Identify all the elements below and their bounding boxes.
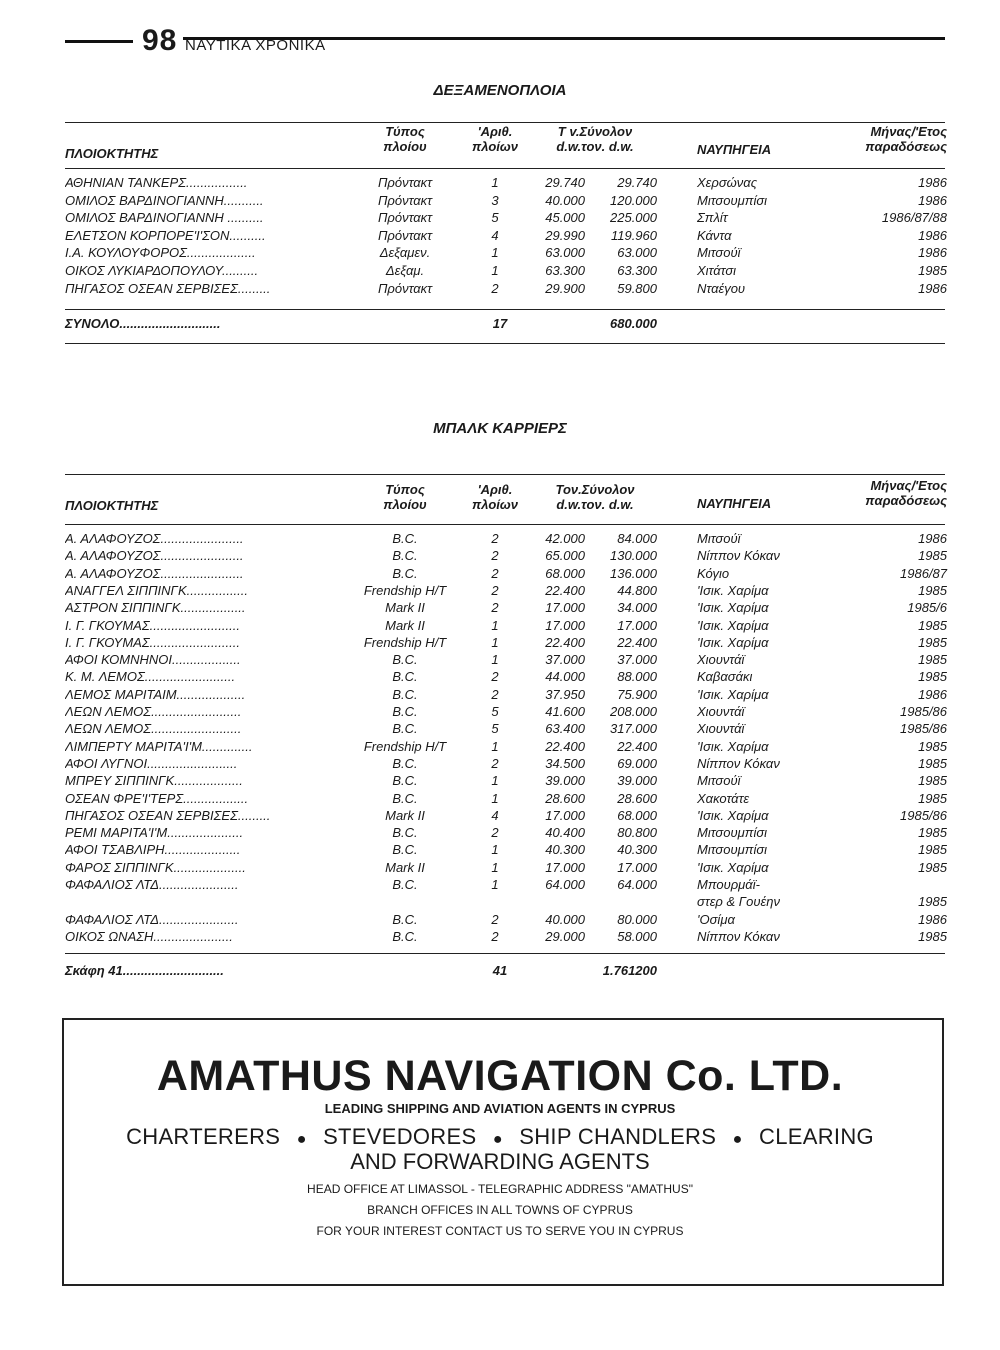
cell-total: 88.000 (617, 669, 657, 685)
cell-total: 58.000 (617, 928, 657, 944)
bulk-total-tonnage: 1.761200 (602, 963, 657, 978)
cell-dw: 40.300 (545, 842, 585, 858)
tankers-total-tonnage: 680.000 (610, 316, 657, 331)
journal-title: ΝΑΥΤΙΚΑ ΧΡΟΝΙΚΑ (185, 37, 326, 54)
cell-type: B.C. (392, 531, 418, 546)
cell-count: 5 (491, 704, 499, 719)
cell-owner: ΛΕΩΝ ΛΕΜΟΣ......................... (65, 721, 242, 737)
cell-type: B.C. (392, 755, 418, 771)
cell-year: 1985 (918, 859, 947, 875)
cell-dw: 40.000 (545, 911, 585, 927)
cell-yard: Μιτσουμπίσι (697, 192, 768, 208)
cell-count: 1 (491, 859, 499, 875)
ad-services-line2: AND FORWARDING AGENTS (350, 1149, 650, 1174)
cell-owner: ΛΕΩΝ ΛΕΜΟΣ......................... (65, 704, 242, 719)
cell-dw: 29.000 (545, 928, 585, 944)
tankers-top-rule (65, 122, 945, 123)
cell-year: 1985/86 (900, 807, 947, 823)
cell-year: 1986 (918, 531, 947, 546)
cell-owner: ΜΠΡΕΥ ΣΙΠΠΙΝΓΚ................... (65, 773, 243, 789)
cell-year: 1985 (918, 669, 947, 685)
cell-count: 1 (491, 634, 499, 650)
page-number: 98 (142, 24, 178, 57)
cell-total: 120.000 (610, 192, 657, 208)
tankers-total-rule-bottom (65, 343, 945, 344)
cell-yard: Χιτάτσι (697, 263, 737, 278)
cell-owner: ΑΦΟΙ ΛΥΓΝΟΙ......................... (65, 755, 238, 771)
cell-total: 119.960 (610, 227, 657, 243)
cell-type: Πρόντακτ (377, 280, 433, 296)
cell-yard: Νταέγου (697, 280, 746, 296)
cell-count: 1 (491, 877, 499, 892)
tankers-total-count: 17 (492, 316, 508, 331)
th-count-2: πλοίων (472, 139, 518, 154)
cell-owner: ΡΕΜΙ ΜΑΡΙΤΑ'Ι'Μ..................... (65, 825, 244, 841)
cell-dw: 17.000 (545, 807, 585, 823)
cell-yard: Κάντα (697, 227, 732, 243)
cell-yard: Νίππον Κόκαν (697, 548, 780, 564)
cell-yard: 'Ισικ. Χαρίμα (697, 634, 769, 650)
cell-count: 2 (491, 669, 499, 685)
cell-yard: 'Ισικ. Χαρίμα (697, 617, 769, 633)
th-tonnage-1: Τον.Σύνολον (555, 482, 635, 497)
cell-yard: 'Ισικ. Χαρίμα (697, 738, 769, 754)
cell-dw: 29.990 (545, 227, 585, 243)
cell-count: 2 (491, 600, 499, 616)
cell-yard: Χιουντάϊ (697, 652, 745, 668)
cell-count: 1 (491, 175, 499, 190)
bullet-icon: ● (492, 1131, 503, 1148)
cell-owner: Κ. Μ. ΛΕΜΟΣ......................... (65, 669, 236, 685)
cell-total: 130.000 (610, 548, 657, 564)
cell-count: 1 (491, 842, 499, 858)
bullet-icon: ● (296, 1131, 307, 1148)
bullet-icon: ● (732, 1131, 743, 1148)
cell-year: 1985/6 (907, 600, 947, 616)
th-count (465, 482, 525, 512)
cell-dw: 63.000 (545, 245, 585, 261)
cell-type: Mark II (385, 617, 425, 633)
cell-dw: 42.000 (545, 531, 585, 546)
bulk-title: ΜΠΑΛΚ ΚΑΡΡΙΕΡΣ (433, 420, 567, 437)
cell-year: 1985 (918, 652, 947, 668)
cell-year: 1986 (918, 911, 947, 927)
cell-count: 2 (491, 928, 499, 944)
cell-total: 63.000 (617, 245, 657, 261)
cell-year: 1986 (918, 175, 947, 190)
th-owner: ΠΛΟΙΟΚΤΗΤΗΣ (65, 498, 159, 513)
th-yard: ΝΑΥΠΗΓΕΙΑ (697, 142, 772, 157)
cell-yard: Νίππον Κόκαν (697, 928, 780, 944)
cell-yard: 'Οσίμα (697, 911, 735, 927)
cell-yard: Σπλίτ (697, 210, 728, 226)
cell-type: B.C. (392, 773, 418, 789)
tankers-title: ΔΕΞΑΜΕΝΟΠΛΟΙΑ (433, 82, 567, 99)
cell-count: 5 (491, 721, 499, 737)
th-delivery-1: Μήνας/'Ετος (870, 124, 947, 139)
cell-count: 1 (491, 652, 499, 668)
cell-count: 1 (491, 263, 499, 278)
cell-owner: ΑΦΟΙ ΚΟΜΝΗΝΟΙ................... (65, 652, 241, 668)
cell-type: Mark II (385, 859, 425, 875)
th-tonnage (525, 124, 665, 154)
cell-type: B.C. (392, 565, 418, 581)
cell-owner: ΟΜΙΛΟΣ ΒΑΡΔΙΝΟΓΙΑΝΝΗ........... (65, 192, 264, 208)
th-type (345, 124, 465, 154)
cell-year: 1985 (918, 617, 947, 633)
cell-total: 17.000 (617, 617, 657, 633)
cell-dw: 22.400 (545, 634, 585, 650)
th-type-2: πλοίου (383, 139, 427, 154)
cell-owner: ΑΦΟΙ ΤΣΑΒΛΙΡΗ..................... (65, 842, 241, 858)
cell-yard: 'Ισικ. Χαρίμα (697, 582, 769, 598)
cell-count: 1 (491, 617, 499, 633)
cell-owner: ΦΑΡΟΣ ΣΙΠΠΙΝΓΚ.................... (65, 859, 246, 875)
cell-year: 1985 (918, 773, 947, 789)
cell-type: Πρόντακτ (377, 227, 433, 243)
cell-year: 1986/87 (900, 565, 947, 581)
cell-owner: ΠΗΓΑΣΟΣ ΟΣΕΑΝ ΣΕΡΒΙΣΕΣ......... (65, 280, 271, 296)
cell-year: 1986 (918, 280, 947, 296)
cell-dw: 17.000 (545, 617, 585, 633)
cell-total: 39.000 (617, 773, 657, 789)
ad-tagline: LEADING SHIPPING AND AVIATION AGENTS IN CYPRUS (324, 1101, 676, 1116)
bulk-total-rule-top (65, 953, 945, 954)
ad-company-name: AMATHUS NAVIGATION Co. LTD. (156, 1052, 844, 1100)
cell-total: 22.400 (617, 634, 657, 650)
cell-year: 1985 (918, 894, 947, 910)
cell-dw: 22.400 (545, 582, 585, 598)
cell-count: 2 (491, 686, 499, 702)
cell-dw: 68.000 (545, 565, 585, 581)
cell-count: 2 (491, 582, 499, 598)
cell-owner: Ι. Γ. ΓΚΟΥΜΑΣ......................... (65, 634, 240, 650)
cell-dw: 37.000 (545, 652, 585, 668)
cell-year: 1985 (918, 790, 947, 806)
cell-dw: 65.000 (545, 548, 585, 564)
cell-type: B.C. (392, 825, 418, 841)
th-type-2: πλοίου (383, 497, 427, 512)
cell-count: 2 (491, 755, 499, 771)
cell-yard: Νίππον Κόκαν (697, 755, 780, 771)
cell-year: 1985 (918, 263, 947, 278)
th-count-1: 'Αριθ. (477, 124, 513, 139)
cell-yard: Μιτσούϊ (697, 245, 741, 261)
cell-owner: ΟΙΚΟΣ ΩΝΑΣΗ...................... (65, 928, 233, 944)
cell-dw: 37.950 (545, 686, 585, 702)
ad-services-line1 (0, 1124, 1000, 1150)
cell-yard: Μιτσουμπίσι (697, 825, 768, 841)
cell-owner: ΦΑΦΑΛΙΟΣ ΛΤΔ...................... (65, 877, 239, 892)
cell-owner: Α. ΑΛΑΦΟΥΖΟΣ....................... (65, 548, 244, 564)
ad-service: CHARTERERS (126, 1124, 281, 1149)
th-type-1: Τύπος (385, 482, 425, 497)
th-count-2: πλοίων (472, 497, 518, 512)
cell-yard: Χακοτάτε (697, 790, 750, 806)
ad-service: CLEARING (759, 1124, 874, 1149)
th-delivery-1: Μήνας/'Ετος (870, 478, 947, 493)
cell-year: 1986 (918, 192, 947, 208)
cell-yard: 'Ισικ. Χαρίμα (697, 807, 769, 823)
cell-count: 2 (491, 531, 499, 546)
cell-dw: 17.000 (545, 859, 585, 875)
cell-year: 1985 (918, 842, 947, 858)
th-yard: ΝΑΥΠΗΓΕΙΑ (697, 496, 772, 511)
cell-owner: Ι.Α. ΚΟΥΛΟΥΦΟΡΟΣ................... (65, 245, 256, 261)
cell-owner: ΑΘΗΝΙΑΝ ΤΑΝΚΕΡΣ................. (65, 175, 248, 190)
ad-contact: FOR YOUR INTEREST CONTACT US TO SERVE YOU IN CYPRUS (316, 1224, 684, 1238)
cell-count: 2 (491, 280, 499, 296)
cell-dw: 28.600 (545, 790, 585, 806)
cell-year: 1985 (918, 634, 947, 650)
cell-total: 208.000 (610, 704, 657, 719)
cell-dw: 63.300 (545, 263, 585, 278)
cell-type: Πρόντακτ (377, 192, 433, 208)
cell-owner: ΕΛΕΤΣΟΝ ΚΟΡΠΟΡΕ'Ι'ΣΟΝ.......... (65, 227, 266, 243)
cell-owner: ΦΑΦΑΛΙΟΣ ΛΤΔ...................... (65, 911, 239, 927)
cell-total: 34.000 (617, 600, 657, 616)
cell-owner: ΛΙΜΠΕΡΤΥ ΜΑΡΙΤΑ'Ι'Μ.............. (65, 738, 253, 754)
cell-total: 225.000 (610, 210, 657, 226)
cell-dw: 41.600 (545, 704, 585, 719)
cell-type: B.C. (392, 721, 418, 737)
cell-type: B.C. (392, 686, 418, 702)
cell-type: B.C. (392, 790, 418, 806)
cell-total: 84.000 (617, 531, 657, 546)
cell-owner: ΠΗΓΑΣΟΣ ΟΣΕΑΝ ΣΕΡΒΙΣΕΣ......... (65, 807, 271, 823)
cell-total: 28.600 (617, 790, 657, 806)
cell-year: 1986 (918, 245, 947, 261)
cell-year: 1985 (918, 825, 947, 841)
cell-yard: Χερσώνας (697, 175, 758, 190)
cell-type: Mark II (385, 600, 425, 616)
cell-dw: 22.400 (545, 738, 585, 754)
cell-total: 17.000 (617, 859, 657, 875)
cell-type: Frendship H/T (363, 634, 447, 650)
th-tonnage-2: d.w.τον. d.w. (556, 497, 634, 512)
cell-dw: 63.400 (545, 721, 585, 737)
cell-dw: 39.000 (545, 773, 585, 789)
cell-dw: 40.400 (545, 825, 585, 841)
cell-count: 1 (491, 245, 499, 261)
cell-total: 317.000 (610, 721, 657, 737)
th-owner: ΠΛΟΙΟΚΤΗΤΗΣ (65, 146, 159, 161)
cell-type: B.C. (392, 669, 418, 685)
cell-count: 4 (491, 227, 499, 243)
cell-owner: ΛΕΜΟΣ ΜΑΡΙΤΑΙΜ................... (65, 686, 246, 702)
cell-owner: ΑΝΑΓΓΕΛ ΣΙΠΠΙΝΓΚ................. (65, 582, 249, 598)
cell-type: B.C. (392, 842, 418, 858)
cell-type: Frendship H/T (363, 582, 447, 598)
cell-count: 1 (491, 773, 499, 789)
th-delivery (800, 124, 947, 154)
cell-total: 68.000 (617, 807, 657, 823)
bulk-header-rule (65, 524, 945, 525)
cell-yard: Χιουντάϊ (697, 704, 745, 719)
cell-owner: ΟΙΚΟΣ ΛΥΚΙΑΡΔΟΠΟΥΛΟΥ.......... (65, 263, 259, 278)
bulk-top-rule (65, 474, 945, 475)
ad-service: SHIP CHANDLERS (519, 1124, 717, 1149)
th-delivery-2: παραδόσεως (865, 139, 947, 154)
cell-count: 3 (491, 192, 499, 208)
cell-count: 2 (491, 548, 499, 564)
cell-dw: 29.900 (545, 280, 585, 296)
bulk-total-label: Σκάφη 41............................ (65, 963, 224, 978)
cell-total: 64.000 (617, 877, 657, 892)
cell-year: 1985 (918, 738, 947, 754)
cell-total: 44.800 (617, 582, 657, 598)
cell-year: 1985 (918, 548, 947, 564)
cell-total: 22.400 (617, 738, 657, 754)
cell-dw: 64.000 (545, 877, 585, 892)
cell-year: 1985/86 (900, 721, 947, 737)
cell-year: 1985 (918, 755, 947, 771)
cell-total: 69.000 (617, 755, 657, 771)
cell-yard: στερ & Γουέην (697, 894, 780, 910)
cell-total: 136.000 (610, 565, 657, 581)
cell-yard: Μπουρμάϊ- (697, 877, 760, 892)
cell-count: 1 (491, 738, 499, 754)
cell-dw: 44.000 (545, 669, 585, 685)
header-rule-left (65, 40, 133, 43)
th-delivery (800, 478, 947, 508)
cell-year: 1986 (918, 227, 947, 243)
cell-dw: 17.000 (545, 600, 585, 616)
cell-yard: 'Ισικ. Χαρίμα (697, 859, 769, 875)
cell-year: 1986 (918, 686, 947, 702)
tankers-total-label: ΣΥΝΟΛΟ............................ (65, 316, 221, 331)
th-type (345, 482, 465, 512)
cell-yard: 'Ισικ. Χαρίμα (697, 686, 769, 702)
cell-owner: Α. ΑΛΑΦΟΥΖΟΣ....................... (65, 531, 244, 546)
cell-yard: Κόγιο (697, 565, 730, 581)
cell-yard: 'Ισικ. Χαρίμα (697, 600, 769, 616)
cell-total: 37.000 (617, 652, 657, 668)
cell-type: B.C. (392, 704, 418, 719)
cell-type: Πρόντακτ (377, 175, 433, 190)
cell-owner: ΑΣΤΡΟΝ ΣΙΠΠΙΝΓΚ.................. (65, 600, 246, 616)
th-count (465, 124, 525, 154)
cell-year: 1985 (918, 928, 947, 944)
cell-count: 1 (491, 790, 499, 806)
ad-service: STEVEDORES (323, 1124, 477, 1149)
cell-total: 63.300 (617, 263, 657, 278)
cell-type: Πρόντακτ (377, 210, 433, 226)
cell-year: 1985/86 (900, 704, 947, 719)
cell-owner: ΟΣΕΑΝ ΦΡΕ'Ι'ΤΕΡΣ.................. (65, 790, 249, 806)
cell-owner: ΟΜΙΛΟΣ ΒΑΡΔΙΝΟΓΙΑΝΝΗ .......... (65, 210, 264, 226)
cell-yard: Χιουντάϊ (697, 721, 745, 737)
th-tonnage (525, 482, 665, 512)
cell-type: B.C. (392, 911, 418, 927)
ad-head-office: HEAD OFFICE AT LIMASSOL - TELEGRAPHIC ADDRESS "AMATHUS" (307, 1182, 693, 1196)
cell-dw: 45.000 (545, 210, 585, 226)
cell-year: 1985 (918, 582, 947, 598)
bulk-total-count: 41 (492, 963, 508, 978)
cell-count: 2 (491, 911, 499, 927)
ad-branches: BRANCH OFFICES IN ALL TOWNS OF CYPRUS (367, 1203, 633, 1217)
tankers-total-rule-top (65, 309, 945, 310)
th-tonnage-1: T v.Σύνολον (557, 124, 633, 139)
cell-total: 80.000 (617, 911, 657, 927)
cell-owner: Α. ΑΛΑΦΟΥΖΟΣ....................... (65, 565, 244, 581)
cell-yard: Καβασάκι (697, 669, 753, 685)
cell-type: Δεξαμεν. (379, 245, 431, 261)
cell-total: 80.800 (617, 825, 657, 841)
cell-dw: 29.740 (545, 175, 585, 190)
cell-total: 75.900 (617, 686, 657, 702)
cell-count: 2 (491, 565, 499, 581)
cell-dw: 34.500 (545, 755, 585, 771)
cell-yard: Μιτσούϊ (697, 531, 741, 546)
cell-type: B.C. (392, 877, 418, 892)
cell-total: 59.800 (617, 280, 657, 296)
cell-count: 2 (491, 825, 499, 841)
cell-dw: 40.000 (545, 192, 585, 208)
cell-year: 1986/87/88 (881, 210, 947, 226)
th-count-1: 'Αριθ. (477, 482, 513, 497)
cell-type: B.C. (392, 548, 418, 564)
cell-type: Mark II (385, 807, 425, 823)
cell-yard: Μιτσούϊ (697, 773, 741, 789)
tankers-header-rule (65, 168, 945, 169)
cell-total: 40.300 (617, 842, 657, 858)
th-tonnage-2: d.w.τον. d.w. (556, 139, 634, 154)
cell-count: 4 (491, 807, 499, 823)
cell-type: B.C. (392, 652, 418, 668)
cell-type: B.C. (392, 928, 418, 944)
cell-type: Δεξαμ. (385, 263, 425, 278)
cell-owner: Ι. Γ. ΓΚΟΥΜΑΣ......................... (65, 617, 240, 633)
cell-total: 29.740 (617, 175, 657, 190)
cell-type: Frendship H/T (363, 738, 447, 754)
th-type-1: Τύπος (385, 124, 425, 139)
cell-yard: Μιτσουμπίσι (697, 842, 768, 858)
cell-count: 5 (491, 210, 499, 226)
th-delivery-2: παραδόσεως (865, 493, 947, 508)
